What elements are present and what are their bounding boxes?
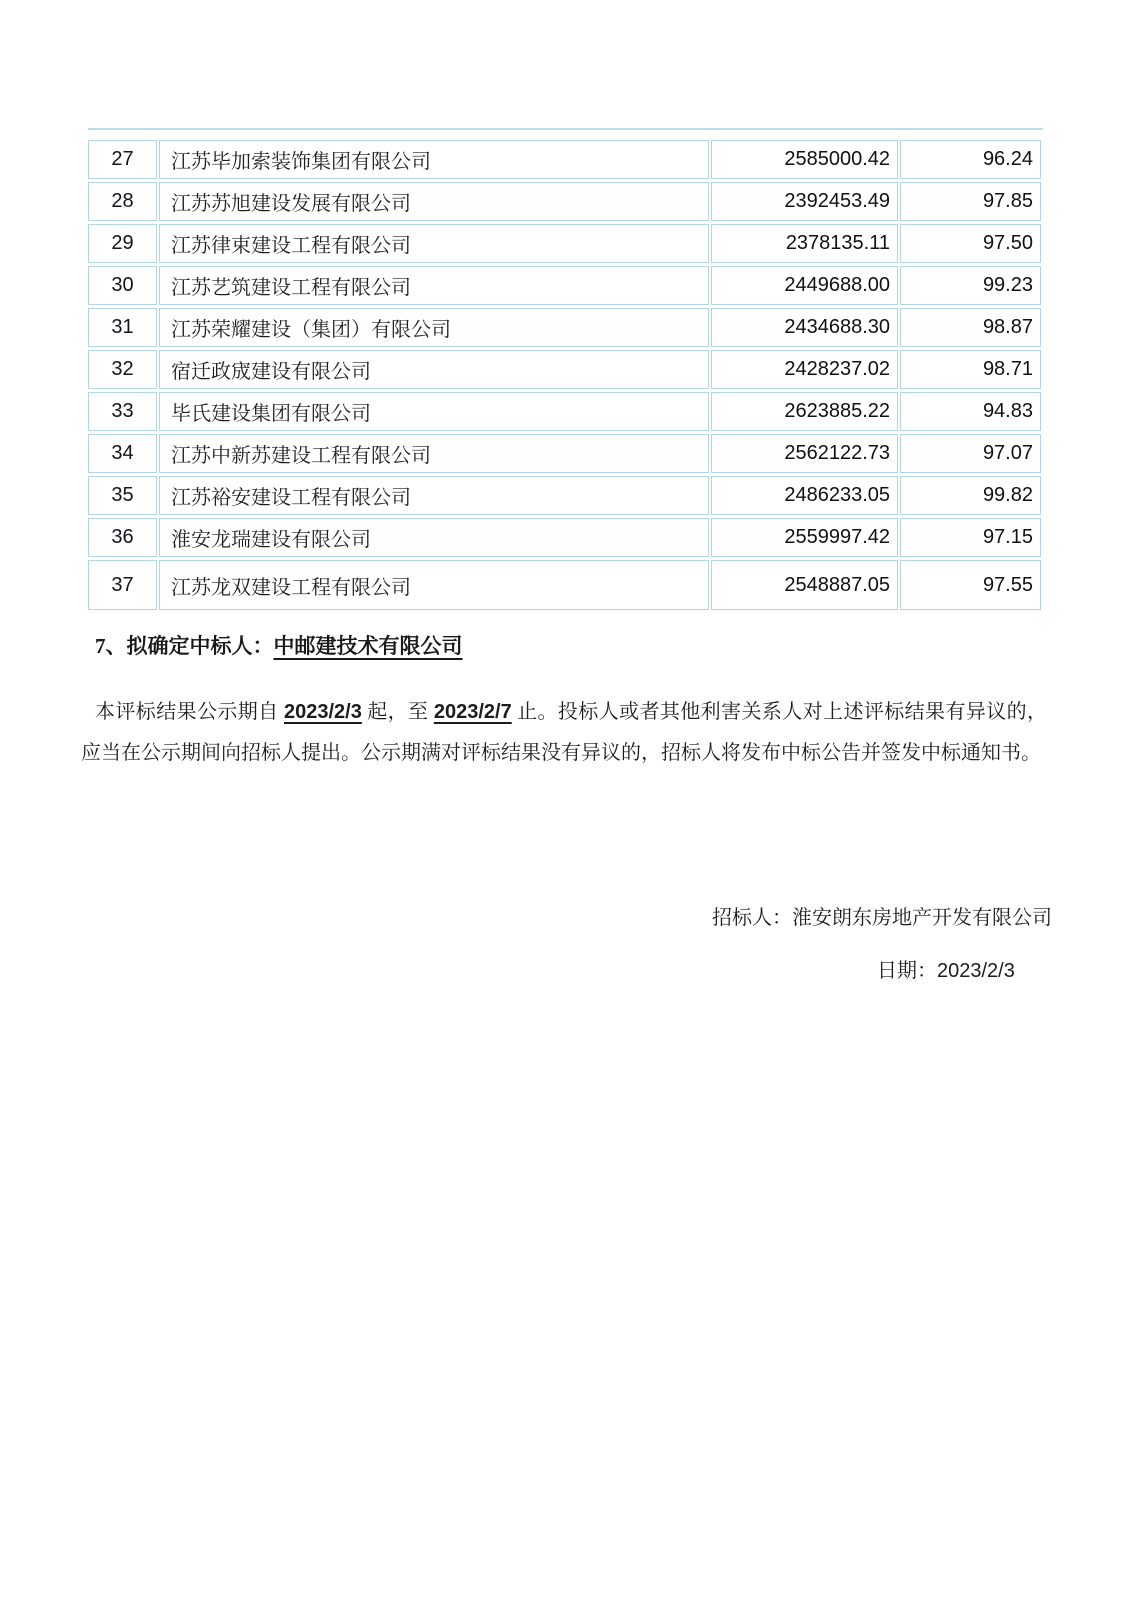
table-row <box>88 434 1041 473</box>
amount-cell: 2486233.05 <box>711 476 898 515</box>
table-row <box>88 560 1041 610</box>
company-cell: 江苏毕加索装饰集团有限公司 <box>159 140 709 179</box>
score-cell: 97.07 <box>900 434 1041 473</box>
rank-cell: 28 <box>88 182 157 221</box>
company-cell: 宿迁政宬建设有限公司 <box>159 350 709 389</box>
company-cell: 江苏苏旭建设发展有限公司 <box>159 182 709 221</box>
score-cell: 97.55 <box>900 560 1041 610</box>
table-row <box>88 476 1041 515</box>
date-signature-line <box>877 954 1015 983</box>
amount-cell: 2434688.30 <box>711 308 898 347</box>
winner-label: 7、拟确定中标人： <box>95 634 274 658</box>
table-row <box>88 266 1041 305</box>
company-cell: 江苏艺筑建设工程有限公司 <box>159 266 709 305</box>
publicity-start-date: 2023/2/3 <box>283 701 362 723</box>
notice-suffix: 止。投标人或者其他利害关系人对上述评标结果有异议的，应当在公示期间向招标人提出。公示期满对评标结果没有异议的，招标人将发布中标公告并签发中标通知书。 <box>81 701 1048 764</box>
winner-name: 中邮建技术有限公司 <box>273 634 463 658</box>
table-row <box>88 392 1041 431</box>
amount-cell: 2548887.05 <box>711 560 898 610</box>
table-row <box>88 350 1041 389</box>
tenderer-signature-line <box>712 901 1052 930</box>
score-cell: 99.82 <box>900 476 1041 515</box>
score-cell: 96.24 <box>900 140 1041 179</box>
amount-cell: 2585000.42 <box>711 140 898 179</box>
amount-cell: 2392453.49 <box>711 182 898 221</box>
rank-cell: 36 <box>88 518 157 557</box>
rank-cell: 35 <box>88 476 157 515</box>
amount-cell: 2562122.73 <box>711 434 898 473</box>
publicity-notice-paragraph <box>81 692 1047 774</box>
rank-cell: 34 <box>88 434 157 473</box>
winner-heading <box>95 630 463 660</box>
company-cell: 淮安龙瑞建设有限公司 <box>159 518 709 557</box>
tenderer-label: 招标人： <box>712 907 792 929</box>
amount-cell: 2378135.11 <box>711 224 898 263</box>
table-row <box>88 308 1041 347</box>
table-row <box>88 140 1041 179</box>
bid-evaluation-table <box>86 137 1043 613</box>
score-cell: 97.85 <box>900 182 1041 221</box>
amount-cell: 2449688.00 <box>711 266 898 305</box>
amount-cell: 2559997.42 <box>711 518 898 557</box>
company-cell: 江苏荣耀建设（集团）有限公司 <box>159 308 709 347</box>
rank-cell: 30 <box>88 266 157 305</box>
table-row <box>88 224 1041 263</box>
company-cell: 江苏律束建设工程有限公司 <box>159 224 709 263</box>
company-cell: 毕氏建设集团有限公司 <box>159 392 709 431</box>
company-cell: 江苏龙双建设工程有限公司 <box>159 560 709 610</box>
tenderer-name: 淮安朗东房地产开发有限公司 <box>792 907 1052 929</box>
publicity-end-date: 2023/2/7 <box>433 701 512 723</box>
date-value: 2023/2/3 <box>937 960 1015 982</box>
score-cell: 97.15 <box>900 518 1041 557</box>
amount-cell: 2428237.02 <box>711 350 898 389</box>
amount-cell: 2623885.22 <box>711 392 898 431</box>
score-cell: 99.23 <box>900 266 1041 305</box>
score-cell: 97.50 <box>900 224 1041 263</box>
rank-cell: 31 <box>88 308 157 347</box>
date-label: 日期： <box>877 960 937 982</box>
rank-cell: 29 <box>88 224 157 263</box>
notice-mid: 起，至 <box>361 701 434 723</box>
notice-prefix: 本评标结果公示期自 <box>95 701 284 723</box>
table-row <box>88 518 1041 557</box>
previous-row-cut-border <box>88 128 1043 130</box>
score-cell: 94.83 <box>900 392 1041 431</box>
rank-cell: 27 <box>88 140 157 179</box>
rank-cell: 32 <box>88 350 157 389</box>
score-cell: 98.71 <box>900 350 1041 389</box>
table-row <box>88 182 1041 221</box>
rank-cell: 37 <box>88 560 157 610</box>
rank-cell: 33 <box>88 392 157 431</box>
company-cell: 江苏中新苏建设工程有限公司 <box>159 434 709 473</box>
score-cell: 98.87 <box>900 308 1041 347</box>
company-cell: 江苏裕安建设工程有限公司 <box>159 476 709 515</box>
